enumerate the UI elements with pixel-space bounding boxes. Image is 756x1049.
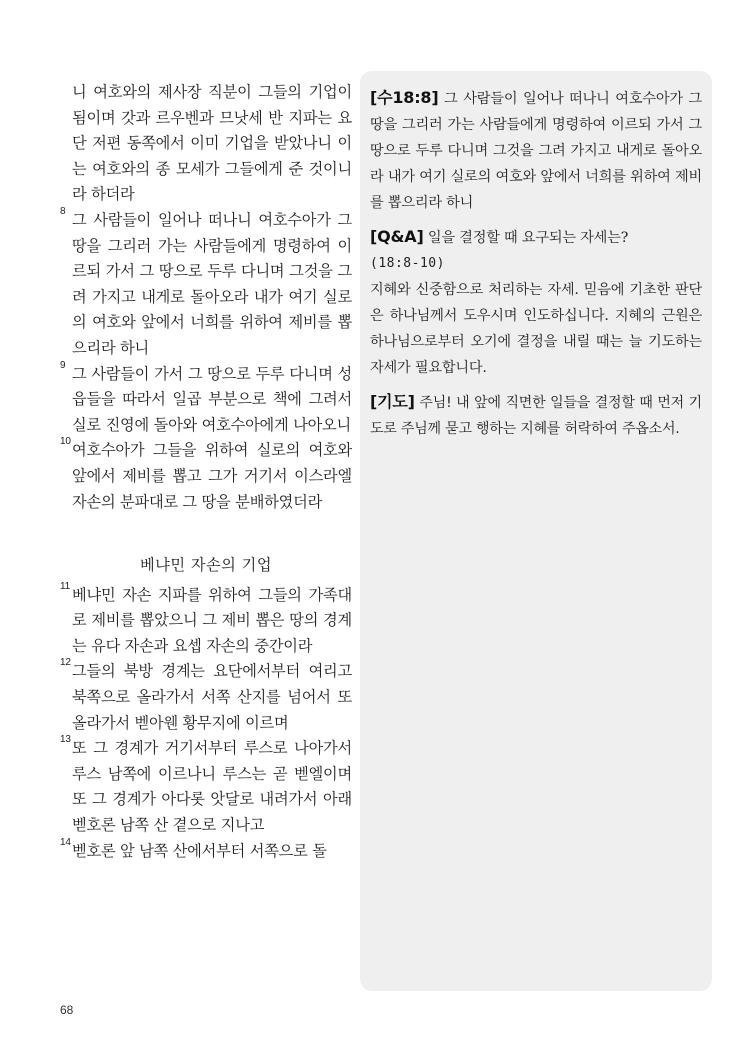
page-number: 68 <box>60 1003 74 1017</box>
verse-10 <box>60 438 352 515</box>
prayer-text: 주님! 내 앞에 직면한 일들을 결정할 때 먼저 기도로 주님께 묻고 행하는 지혜를 허락하여 주옵소서. <box>370 395 702 437</box>
verse-text: 또 그 경계가 거기서부터 루스로 나아가서 루스 남쪽에 이르나니 루스는 곧 벧엘이며 또 그 경계가 아다롯 앗달로 내려가서 아래 벧호론 남쪽 산 곁으로 지나고 <box>72 739 352 835</box>
verse-number: 11 <box>60 580 70 592</box>
reference-tag: [수18:8] <box>370 88 439 107</box>
verse-text: 니 여호와의 제사장 직분이 그들의 기업이 됨이며 갓과 르우벤과 므낫세 반 지파는 요단 저편 동쪽에서 이미 기업을 받았나니 이는 여호와의 종 모세가 그들에게 준 것이니라 하더라 <box>72 83 352 204</box>
section-heading: 베냐민 자손의 기업 <box>139 556 273 575</box>
verse-12 <box>60 659 352 736</box>
verse-13 <box>60 736 352 838</box>
verse-continuation <box>60 80 352 208</box>
reference-block <box>370 85 702 216</box>
verse-text: 그들의 북방 경계는 요단에서부터 여리고 북쪽으로 올라가서 서쪽 산지를 넘어서 또 올라가서 벧아웬 황무지에 이르며 <box>72 662 352 732</box>
prayer-block <box>370 389 702 442</box>
verse-8 <box>60 205 352 362</box>
verse-text: 그 사람들이 가서 그 땅으로 두루 다니며 성읍들을 따라서 일곱 부분으로 책에 그려서 실로 진영에 돌아와 여호수아에게 나아오니 <box>72 364 352 434</box>
qa-question: 일을 결정할 때 요구되는 자세는? <box>427 230 629 246</box>
verse-9 <box>60 359 352 439</box>
verse-number: 8 <box>60 205 66 217</box>
verse-11 <box>60 580 352 660</box>
verse-text: 그 사람들이 일어나 떠나니 여호수아가 그 땅을 그리러 가는 사람들에게 명령하여 이르되 가서 그 땅으로 두루 다니며 그것을 그려 가지고 내게로 돌아오라 내가 여기 실로의 여호와 앞에서 너희를 위하여 제비를 뽑으리라 하니 <box>72 210 352 357</box>
commentary-panel <box>360 71 712 991</box>
prayer-tag: [기도] <box>370 392 415 411</box>
verse-number: 12 <box>60 657 71 669</box>
verse-number: 9 <box>60 359 66 371</box>
verse-text: 여호수아가 그들을 위하여 실로의 여호와 앞에서 제비를 뽑고 그가 거기서 이스라엘 자손의 분파대로 그 땅을 분배하였더라 <box>72 441 352 511</box>
verse-number: 14 <box>60 836 71 848</box>
verse-number: 13 <box>60 734 71 746</box>
qa-answer: 지혜와 신중함으로 처리하는 자세. 믿음에 기초한 판단은 하나님께서 도우시며 인도하십니다. 지혜의 근원은 하나님으로부터 오기에 결정을 내릴 때는 늘 기도하는 자세가 필요합니다. <box>370 282 702 376</box>
verse-text: 베냐민 자손 지파를 위하여 그들의 가족대로 제비를 뽑았으니 그 제비 뽑은 땅의 경계는 유다 자손과 요셉 자손의 중간이라 <box>72 585 352 655</box>
reference-text: 그 사람들이 일어나 떠나니 여호수아가 그 땅을 그리러 가는 사람들에게 명령하여 이르되 가서 그 땅으로 두루 다니며 그것을 그려 가지고 내게로 돌아오라 내가 여기 실로의 여호와 앞에서 너희를 위하여 제비를 뽑으리라 하니 <box>370 91 702 211</box>
qa-reference: (18:8-10) <box>370 256 445 271</box>
verse-number: 10 <box>60 436 71 448</box>
scripture-column <box>60 80 352 864</box>
qa-tag: [Q&A] <box>370 227 424 246</box>
verse-14 <box>60 836 352 865</box>
qa-block <box>370 224 702 381</box>
verse-text: 벧호론 앞 남쪽 산에서부터 서쪽으로 돌 <box>72 841 327 860</box>
